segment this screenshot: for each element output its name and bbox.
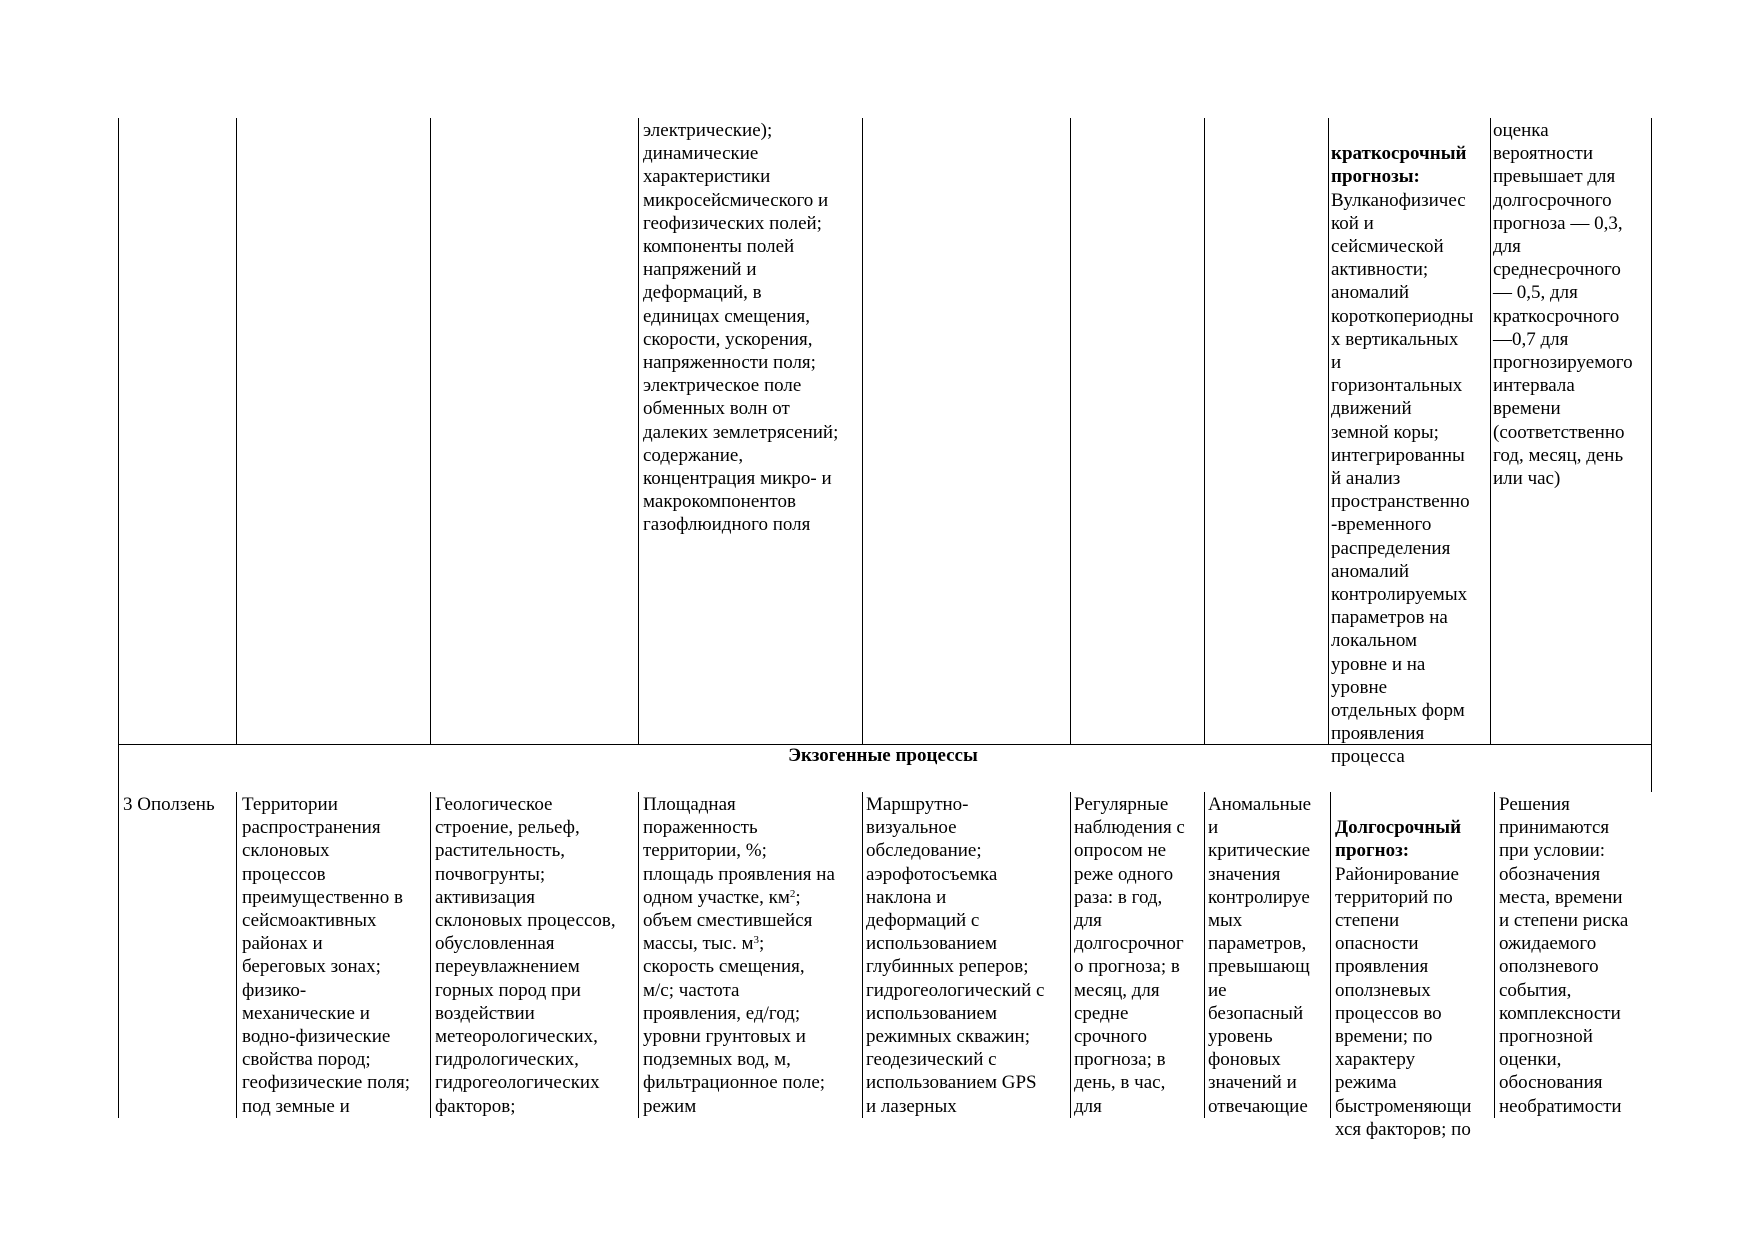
conditions-cell: Геологическое строение, рельеф, растительность, почвогрунты; активизация склоновых процессов, обусловленная переувлажнением горных пород при воздействии метеорологических, гидрологических, гидрогеологических факторов; (435, 794, 616, 1117)
parameters-cell: электрические); динамические характеристики микросейсмического и геофизических полей; компоненты полей напряжений и деформаций, в единицах смещения, скорости, ускорения, напряженности поля; электрическое поле обменных волн от далеких землетрясений; содержание, концентрация микро- и макрокомпонентов газофлюидного поля (643, 120, 839, 536)
forecast-heading: краткосрочный прогнозы: (1331, 143, 1467, 188)
forecast-text: Районирование территорий по степени опасности проявления оползневых процессов во времени; по характеру режима быстроменяющи хся факторов; по (1335, 863, 1472, 1140)
forecast-text: Вулканофизичес кой и сейсмической активности; аномалий короткопериодны х вертикальных и горизонтальных движений земной коры; интегрированны й анализ пространственно -временного распределения аномалий контролируемых параметров на локальном уровне и на уровне отдельных форм проявления процесса (1331, 189, 1474, 768)
table-border (1651, 118, 1652, 792)
territory-cell: Территории распространения склоновых процессов преимущественно в сейсмоактивных районах и береговых зонах; физико- механические и водно-физические свойства пород; геофизические поля; под земные и (242, 794, 411, 1117)
hazard-name-cell: 3 Оползень (123, 794, 215, 815)
forecast-heading: Долгосрочный прогноз: (1335, 817, 1462, 862)
table-border (638, 118, 639, 744)
decision-criteria-cell: оценка вероятности превышает для долгосрочного прогноза — 0,3, для среднесрочного — 0,5, для краткосрочного —0,7 для прогнозируемого интервала времени (соответственно год, месяц, день или час) (1493, 120, 1633, 490)
indicators-text-3: ; скорость смещения, м/с; частота проявления, ед/год; уровни грунтовых и подземных вод, м, фильтрационное поле; режим (643, 933, 826, 1117)
critical-values-cell: Аномальные и критические значения контролируе мых параметров, превышающ ие безопасный уровень фоновых значений и отвечающие (1208, 794, 1312, 1117)
table-border (1070, 792, 1071, 1118)
table-border (1328, 118, 1329, 744)
table-border (1490, 118, 1491, 744)
section-title: Экзогенные процессы (788, 745, 978, 766)
table-border (430, 118, 431, 744)
long-term-forecast-cell (1335, 793, 1493, 1141)
table-border (236, 792, 237, 1118)
table-border (1070, 118, 1071, 744)
table-border (1494, 792, 1495, 1118)
indicators-text-1: Площадная пораженность территории, %; площадь проявления на одном участке, км (643, 794, 835, 908)
frequency-cell: Регулярные наблюдения с опросом не реже одного раза: в год, для долгосрочног о прогноза; в месяц, для средне срочного прогноза; в день, в час, для (1074, 794, 1185, 1117)
table-border (638, 792, 639, 1118)
superscript: 2 (789, 887, 796, 900)
table-border (1330, 792, 1331, 1118)
table-border (118, 118, 119, 1118)
table-border (862, 792, 863, 1118)
indicators-cell (643, 793, 859, 1118)
table-border (1204, 118, 1205, 744)
table-border (236, 118, 237, 744)
table-border (430, 792, 431, 1118)
superscript: 3 (753, 934, 759, 947)
table-border (1204, 792, 1205, 1118)
table-border (862, 118, 863, 744)
indicators-text-2: ; объем сместившейся массы, тыс. м (643, 886, 813, 955)
forecast-cell (1331, 119, 1489, 769)
decisions-cell: Решения принимаются при условии: обозначения места, времени и степени риска ожидаемого оползневого события, комплексности прогнозной оценки, обоснования необратимости (1499, 794, 1629, 1117)
methods-cell: Маршрутно- визуальное обследование; аэрофотосъемка наклона и деформаций с использованием глубинных реперов; гидрогеологический с использованием режимных скважин; геодезический с использованием GPS и лазерных (866, 794, 1045, 1117)
